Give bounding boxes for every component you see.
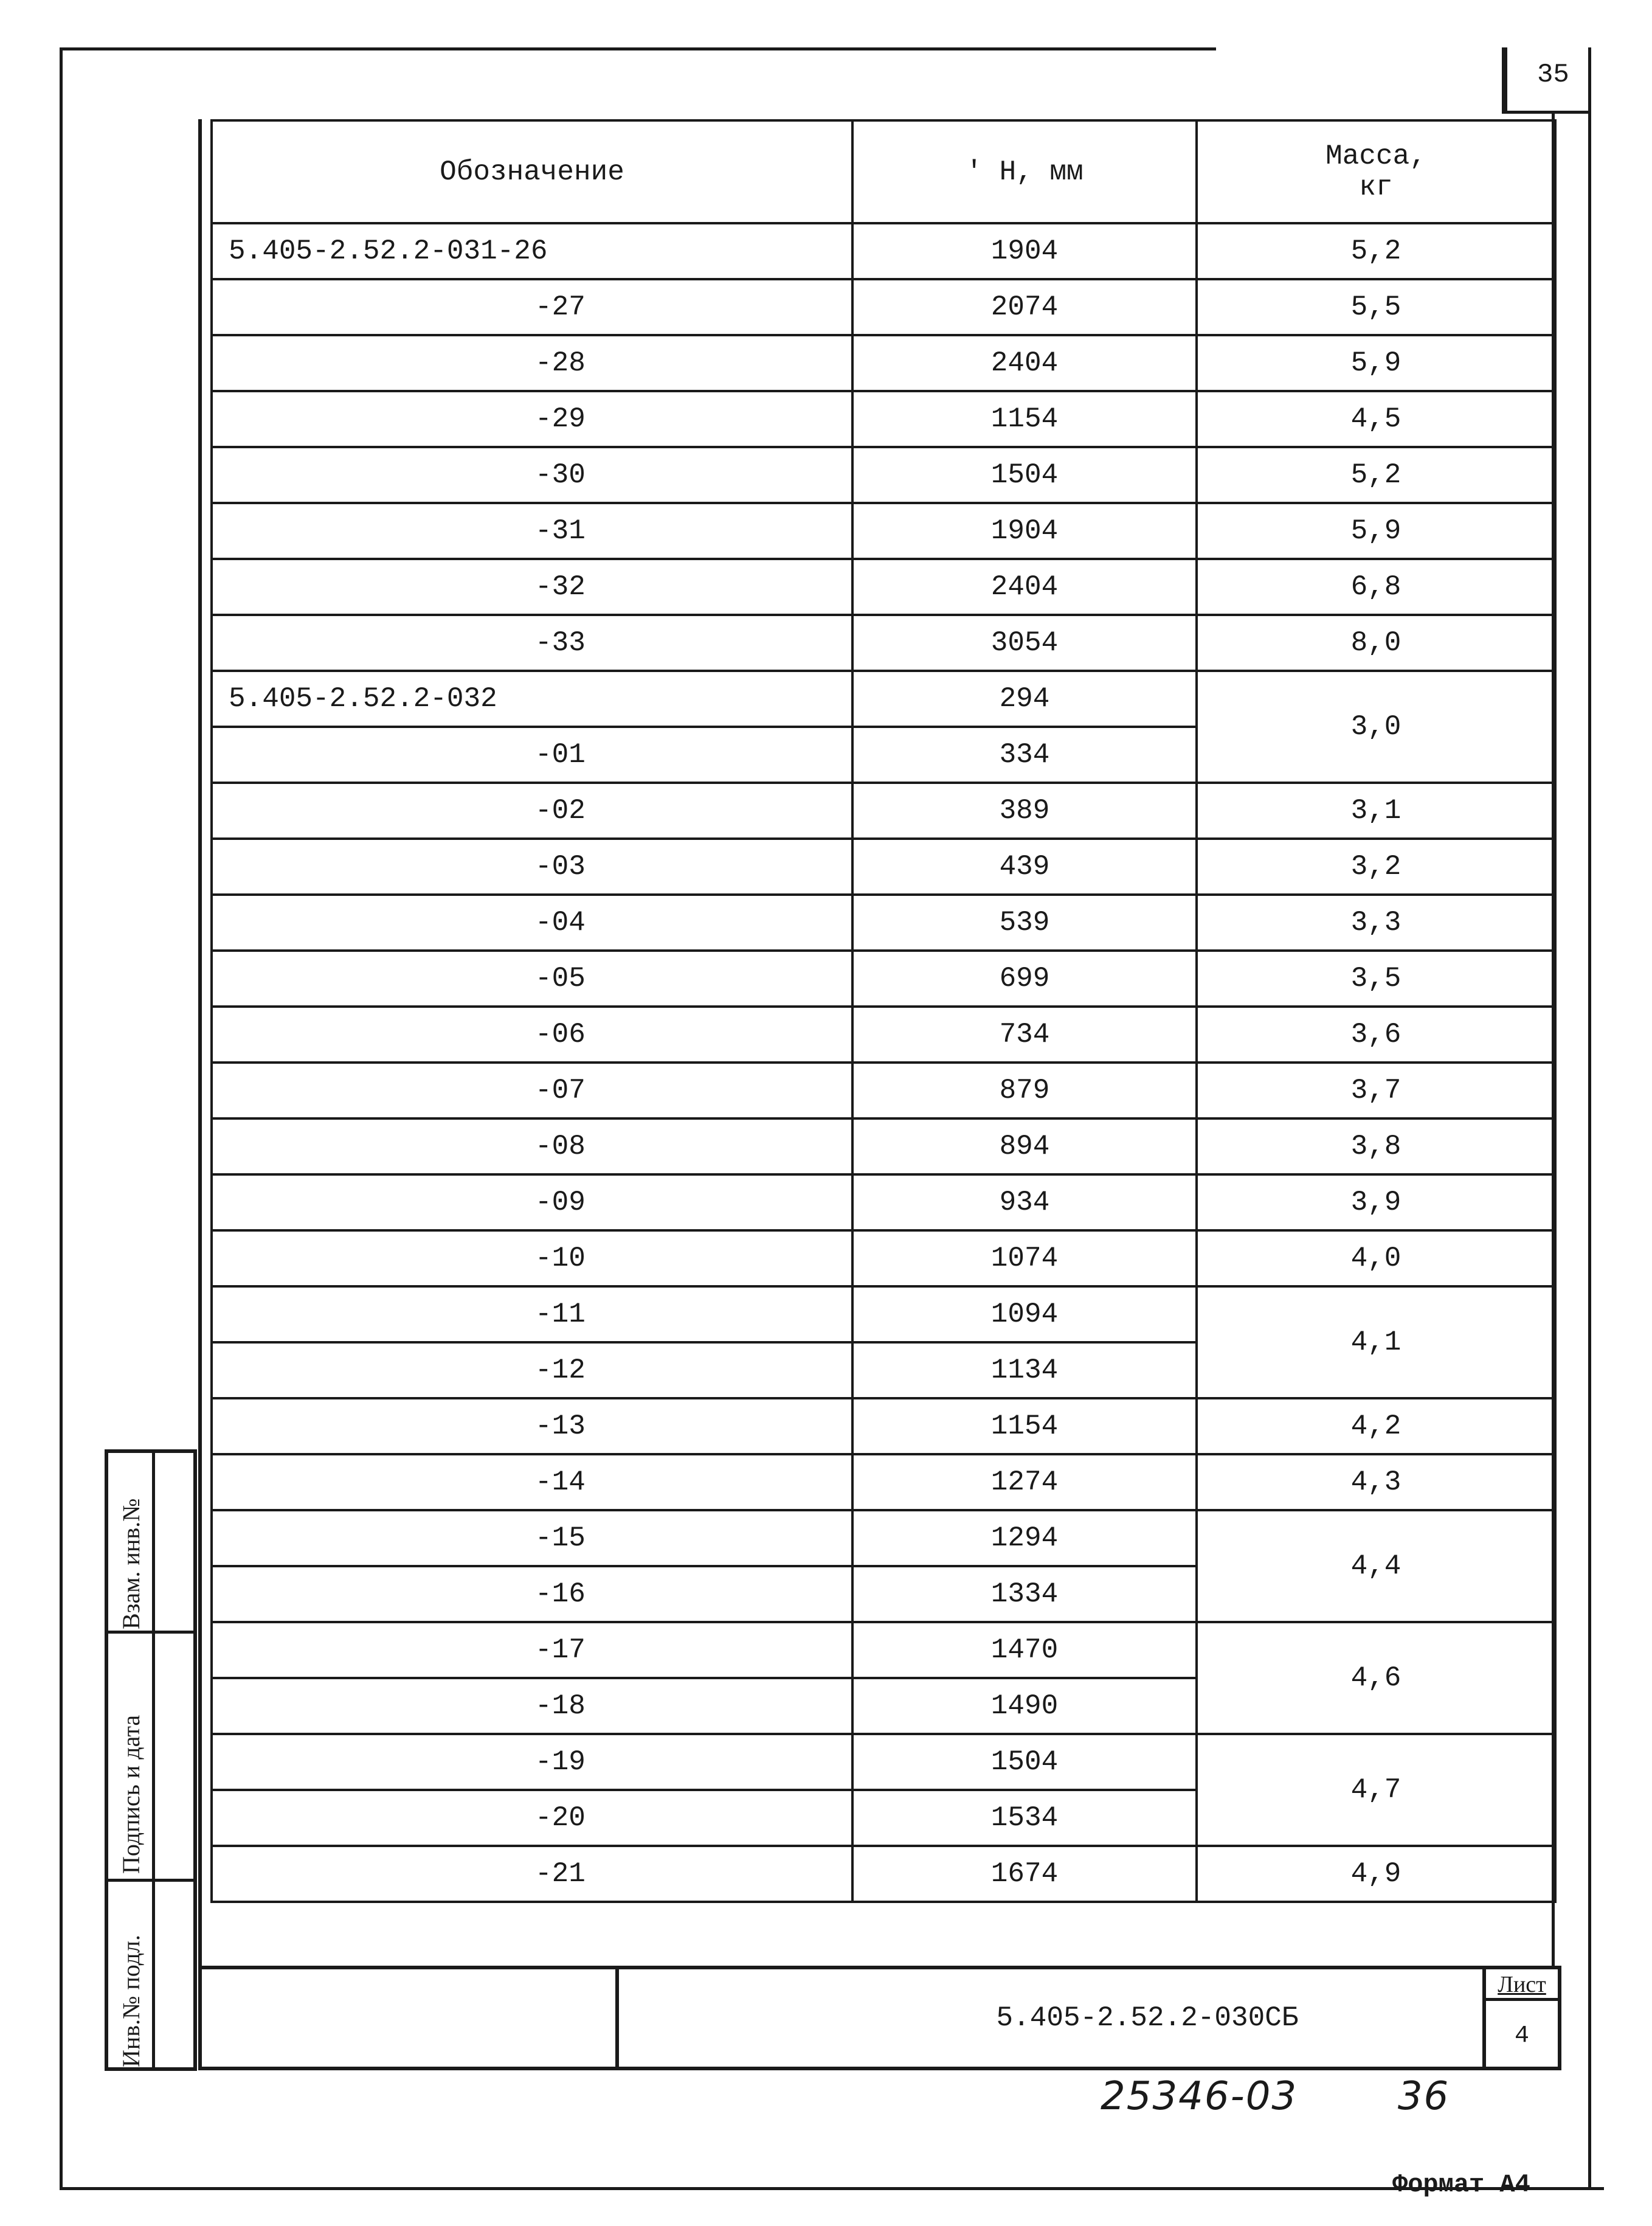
height-cell: 699 <box>852 951 1197 1007</box>
document-code: 5.405-2.52.2-030СБ <box>996 2002 1299 2034</box>
table-row <box>212 1398 1555 1454</box>
table-row <box>212 671 1555 727</box>
designation-cell: -13 <box>212 1398 852 1454</box>
mass-cell: 3,2 <box>1197 839 1555 895</box>
designation-cell: -31 <box>212 503 852 559</box>
header-designation: Обозначение <box>212 120 852 223</box>
designation-cell: -12 <box>212 1342 852 1398</box>
height-cell: 439 <box>852 839 1197 895</box>
header-mass-line2: кг <box>1359 171 1393 203</box>
height-cell: 1490 <box>852 1678 1197 1734</box>
mass-cell: 3,7 <box>1197 1063 1555 1118</box>
height-cell: 1904 <box>852 223 1197 279</box>
frame-top-line <box>61 47 1216 50</box>
frame-bottom-line <box>60 2187 1604 2190</box>
designation-cell: -10 <box>212 1230 852 1286</box>
height-cell: 1334 <box>852 1566 1197 1622</box>
mass-cell: 4,1 <box>1197 1286 1555 1398</box>
table-row <box>212 391 1555 447</box>
side-stamp-divider <box>108 1879 193 1882</box>
table-row <box>212 335 1555 391</box>
table-row <box>212 1118 1555 1174</box>
designation-cell: -05 <box>212 951 852 1007</box>
designation-cell: -16 <box>212 1566 852 1622</box>
height-cell: 894 <box>852 1118 1197 1174</box>
mass-cell: 5,2 <box>1197 447 1555 503</box>
mass-cell: 5,9 <box>1197 503 1555 559</box>
height-cell: 3054 <box>852 615 1197 671</box>
designation-cell: -18 <box>212 1678 852 1734</box>
side-label-signature-date: Подпись и дата <box>117 1715 145 1874</box>
designation-cell: -09 <box>212 1174 852 1230</box>
designation-cell: -11 <box>212 1286 852 1342</box>
designation-cell: -02 <box>212 783 852 839</box>
designation-cell: -07 <box>212 1063 852 1118</box>
mass-cell: 4,2 <box>1197 1398 1555 1454</box>
designation-cell: -04 <box>212 895 852 951</box>
table-row <box>212 1230 1555 1286</box>
table-row <box>212 1174 1555 1230</box>
side-stamp-divider <box>108 1631 193 1634</box>
mass-cell: 8,0 <box>1197 615 1555 671</box>
height-cell: 539 <box>852 895 1197 951</box>
height-cell: 934 <box>852 1174 1197 1230</box>
mass-cell: 5,5 <box>1197 279 1555 335</box>
height-cell: 734 <box>852 1007 1197 1063</box>
format-label: Формат А4 <box>1392 2170 1530 2199</box>
height-cell: 1094 <box>852 1286 1197 1342</box>
designation-cell: -06 <box>212 1007 852 1063</box>
page-number-underline <box>1502 111 1591 114</box>
table-row <box>212 783 1555 839</box>
table-row <box>212 1454 1555 1510</box>
height-cell: 1074 <box>852 1230 1197 1286</box>
side-stamp <box>105 1449 197 2071</box>
title-block <box>198 1966 1561 2070</box>
height-cell: 1504 <box>852 447 1197 503</box>
height-cell: 389 <box>852 783 1197 839</box>
sheet-label: Лист <box>1486 1969 1558 2001</box>
mass-cell: 3,1 <box>1197 783 1555 839</box>
designation-cell: -08 <box>212 1118 852 1174</box>
table-row <box>212 615 1555 671</box>
height-cell: 2404 <box>852 335 1197 391</box>
designation-cell: -29 <box>212 391 852 447</box>
table-row <box>212 951 1555 1007</box>
mass-cell: 4,6 <box>1197 1622 1555 1734</box>
mass-cell: 4,3 <box>1197 1454 1555 1510</box>
designation-cell: -20 <box>212 1790 852 1846</box>
height-cell: 1154 <box>852 391 1197 447</box>
height-cell: 1470 <box>852 1622 1197 1678</box>
mass-cell: 5,9 <box>1197 335 1555 391</box>
handwritten-page: 36 <box>1397 2074 1450 2119</box>
height-cell: 1504 <box>852 1734 1197 1790</box>
sheet-box <box>1482 1969 1558 2067</box>
designation-cell: -21 <box>212 1846 852 1902</box>
designation-cell: -15 <box>212 1510 852 1566</box>
header-height: ' Н, мм <box>852 120 1197 223</box>
mass-cell: 6,8 <box>1197 559 1555 615</box>
frame-right-line <box>1588 47 1591 2190</box>
designation-cell: -28 <box>212 335 852 391</box>
table-row <box>212 1286 1555 1342</box>
mass-cell: 4,7 <box>1197 1734 1555 1846</box>
mass-cell: 4,9 <box>1197 1846 1555 1902</box>
designation-cell: -03 <box>212 839 852 895</box>
designation-cell: -32 <box>212 559 852 615</box>
height-cell: 1134 <box>852 1342 1197 1398</box>
height-cell: 1154 <box>852 1398 1197 1454</box>
height-cell: 334 <box>852 727 1197 783</box>
table-row <box>212 447 1555 503</box>
header-mass <box>1197 120 1555 223</box>
designation-cell: -27 <box>212 279 852 335</box>
mass-cell: 3,3 <box>1197 895 1555 951</box>
mass-cell: 4,4 <box>1197 1510 1555 1622</box>
height-cell: 294 <box>852 671 1197 727</box>
mass-cell: 3,0 <box>1197 671 1555 783</box>
header-mass-line1: Масса, <box>1325 140 1426 172</box>
table-row <box>212 895 1555 951</box>
table-row <box>212 503 1555 559</box>
specification-table <box>210 119 1557 1903</box>
mass-cell: 3,8 <box>1197 1118 1555 1174</box>
side-label-original-inv: Инв.№ подл. <box>117 1935 145 2067</box>
handwritten-number: 25346-03 <box>1101 2074 1298 2119</box>
page-number-divider <box>1502 47 1507 113</box>
page-number: 35 <box>1537 60 1569 90</box>
designation-cell: -14 <box>212 1454 852 1510</box>
handwritten-annotation <box>1101 2074 1450 2119</box>
designation-cell: -19 <box>212 1734 852 1790</box>
table-row <box>212 1510 1555 1566</box>
mass-cell: 3,5 <box>1197 951 1555 1007</box>
designation-cell: 5.405-2.52.2-031-26 <box>212 223 852 279</box>
height-cell: 1294 <box>852 1510 1197 1566</box>
mass-cell: 4,0 <box>1197 1230 1555 1286</box>
table-row <box>212 1063 1555 1118</box>
table-row <box>212 1622 1555 1678</box>
height-cell: 1534 <box>852 1790 1197 1846</box>
inner-frame-left-line <box>198 119 202 1968</box>
mass-cell: 4,5 <box>1197 391 1555 447</box>
title-block-divider <box>615 1969 619 2067</box>
height-cell: 1274 <box>852 1454 1197 1510</box>
side-label-replacement-inv: Взам. инв.№ <box>117 1498 145 1629</box>
height-cell: 2074 <box>852 279 1197 335</box>
table-row <box>212 559 1555 615</box>
mass-cell: 5,2 <box>1197 223 1555 279</box>
height-cell: 1674 <box>852 1846 1197 1902</box>
table-row <box>212 1846 1555 1902</box>
designation-cell: -01 <box>212 727 852 783</box>
table-row <box>212 839 1555 895</box>
table-row <box>212 279 1555 335</box>
mass-cell: 3,6 <box>1197 1007 1555 1063</box>
table-header-row <box>212 120 1555 223</box>
frame-left-line <box>60 47 63 2190</box>
designation-cell: 5.405-2.52.2-032 <box>212 671 852 727</box>
designation-cell: -17 <box>212 1622 852 1678</box>
designation-cell: -33 <box>212 615 852 671</box>
height-cell: 2404 <box>852 559 1197 615</box>
mass-cell: 3,9 <box>1197 1174 1555 1230</box>
designation-cell: -30 <box>212 447 852 503</box>
sheet-number: 4 <box>1514 2022 1529 2050</box>
height-cell: 1904 <box>852 503 1197 559</box>
height-cell: 879 <box>852 1063 1197 1118</box>
table-row <box>212 1734 1555 1790</box>
table-row <box>212 1007 1555 1063</box>
table-row <box>212 223 1555 279</box>
